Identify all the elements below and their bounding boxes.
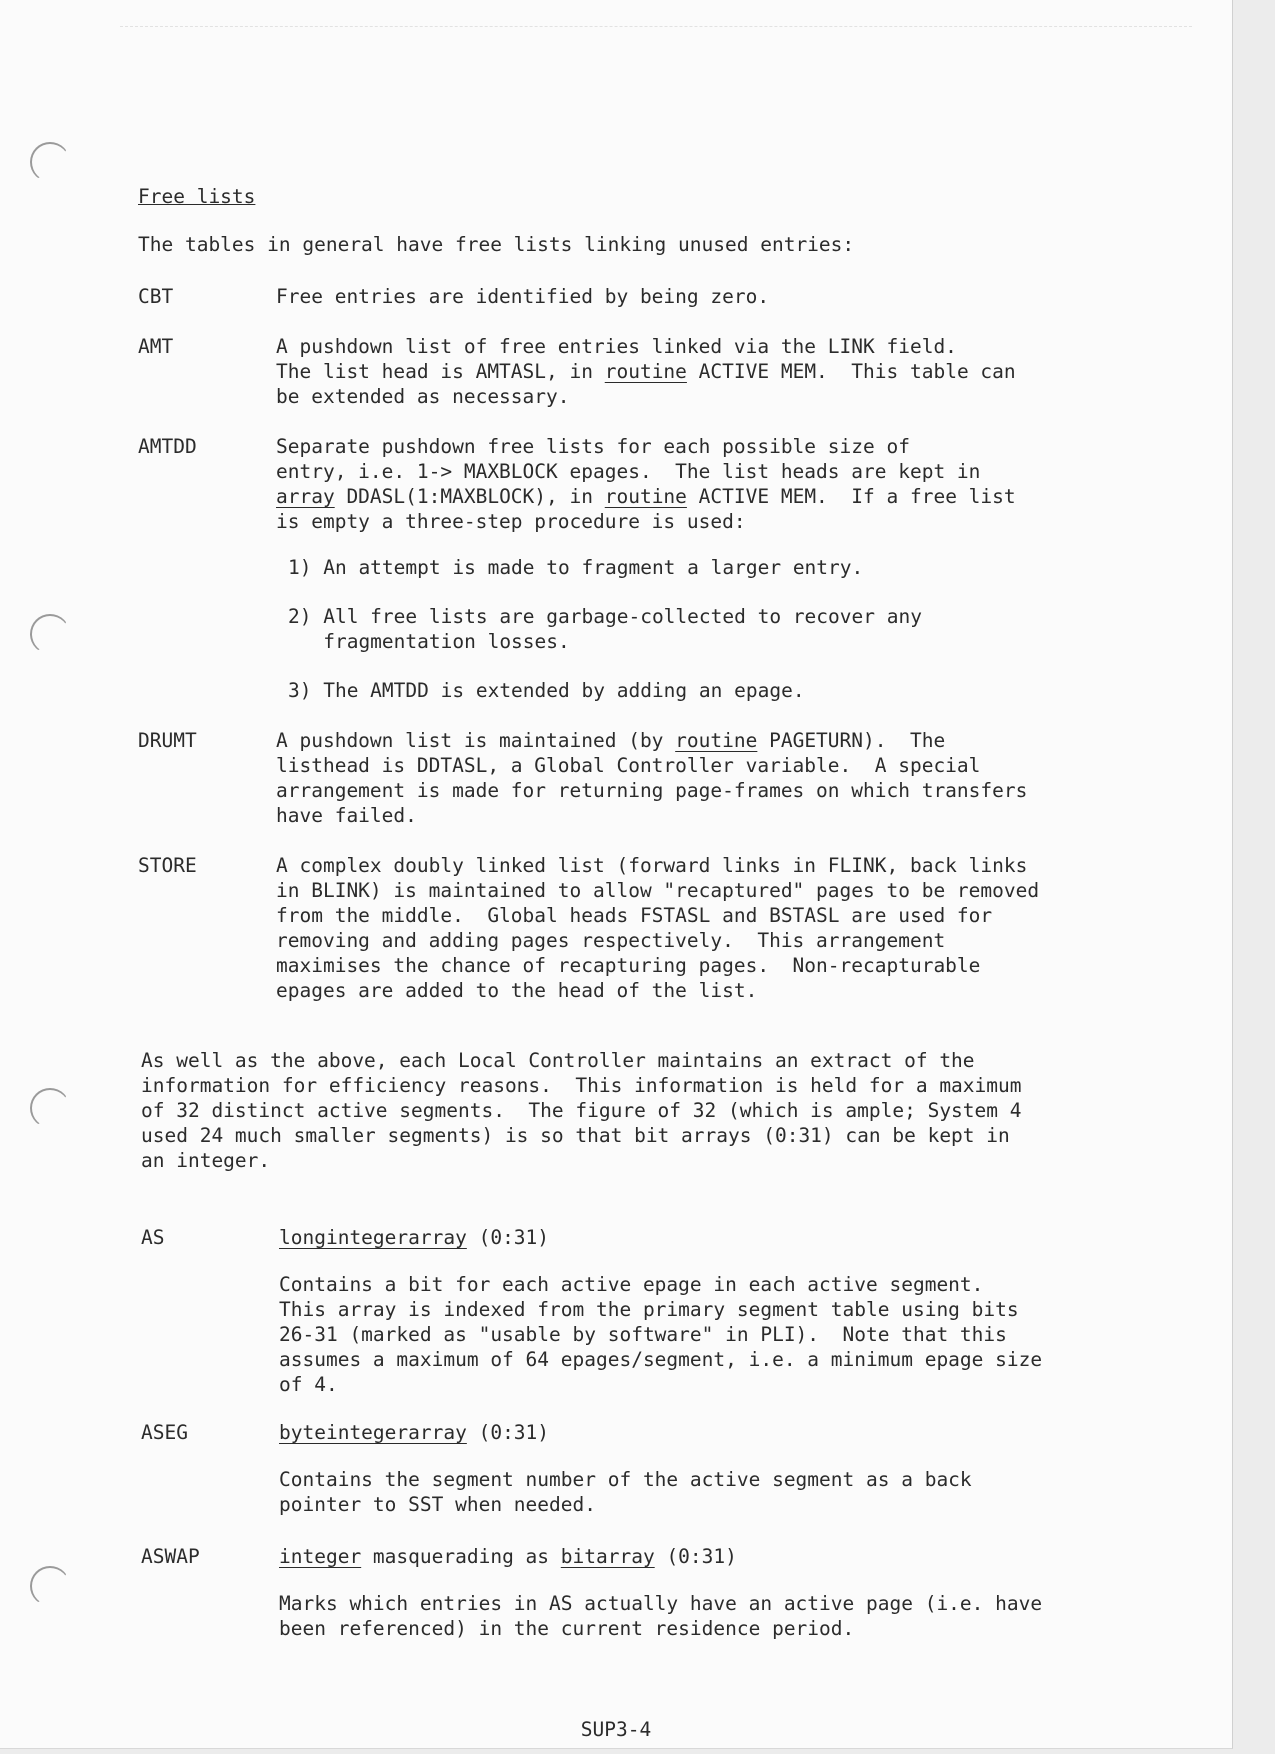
field-type: [279, 1225, 1101, 1250]
keyword-underlined: byteintegerarray: [279, 1421, 467, 1444]
text-run: masquerading as: [361, 1545, 561, 1568]
field-label: ASEG: [141, 1421, 188, 1444]
punch-hole: [30, 142, 70, 182]
text-run: A pushdown list is maintained (by: [276, 729, 676, 752]
paragraph-line: an integer.: [141, 1149, 271, 1172]
desc-line: This array is indexed from the primary segment table using bits: [279, 1298, 1019, 1321]
punch-hole: [30, 1088, 70, 1128]
entry-label: CBT: [138, 285, 174, 308]
keyword-underlined: array: [276, 485, 335, 508]
entry-store: [138, 853, 1098, 1003]
entry-description: [276, 334, 1098, 409]
keyword-underlined: routine: [604, 485, 687, 508]
field-label: ASWAP: [141, 1545, 200, 1568]
text-run: (0:31): [466, 1226, 550, 1249]
entry-label: STORE: [138, 854, 197, 877]
keyword-underlined: routine: [675, 729, 758, 752]
entry-amtdd: [138, 434, 1098, 534]
keyword-underlined: routine: [604, 360, 687, 383]
desc-line: A complex doubly linked list (forward links in FLINK, back links: [276, 854, 1028, 877]
entry-cbt: [138, 284, 1098, 309]
desc-line: maximises the chance of recapturing pages. Non-recapturable: [276, 954, 981, 977]
desc-line: epages are added to the head of the list.: [276, 979, 758, 1002]
keyword-underlined: integer: [279, 1545, 362, 1568]
paragraph-line: of 32 distinct active segments. The figure of 32 (which is ample; System 4: [141, 1099, 1022, 1122]
desc-line: been referenced) in the current residence period.: [279, 1617, 855, 1640]
entry-description: [276, 728, 1098, 828]
punch-hole: [30, 1566, 70, 1606]
desc-line: have failed.: [276, 804, 417, 827]
desc-line: entry, i.e. 1-> MAXBLOCK epages. The list heads are kept in: [276, 460, 981, 483]
desc-line: pointer to SST when needed.: [279, 1493, 596, 1516]
body-paragraph: [141, 1048, 1101, 1173]
desc-line: A pushdown list of free entries linked via the LINK field.: [276, 335, 957, 358]
text-run: ACTIVE MEM. If a free list: [686, 485, 1016, 508]
text-run: The list head is AMTASL, in: [276, 360, 605, 383]
field-type: [279, 1544, 1101, 1569]
step-1: 1) An attempt is made to fragment a larger entry.: [288, 556, 864, 579]
step-2-continued: fragmentation losses.: [288, 630, 570, 653]
entry-description: [276, 434, 1098, 534]
desc-line: [276, 359, 1098, 384]
page-number: SUP3-4: [580, 1718, 652, 1741]
desc-line: 26-31 (marked as "usable by software" in PLI). Note that this: [279, 1323, 1007, 1346]
field-aseg: [141, 1420, 1101, 1517]
desc-line: [276, 728, 1098, 753]
field-description: [279, 1467, 1101, 1517]
desc-line: be extended as necessary.: [276, 385, 570, 408]
intro-text: The tables in general have free lists linking unused entries:: [138, 233, 855, 256]
entry-label: AMTDD: [138, 435, 197, 458]
step-2: 2) All free lists are garbage-collected to recover any: [288, 605, 922, 628]
section-heading: Free lists: [138, 185, 256, 208]
desc-line: arrangement is made for returning page-frames on which transfers: [276, 779, 1028, 802]
desc-line: is empty a three-step procedure is used:: [276, 510, 746, 533]
entry-description: [276, 284, 1098, 309]
desc-line: Free entries are identified by being zero.: [276, 285, 770, 308]
desc-line: in BLINK) is maintained to allow "recaptured" pages to be removed: [276, 879, 1040, 902]
step-3: 3) The AMTDD is extended by adding an epage.: [288, 679, 805, 702]
desc-line: removing and adding pages respectively. This arrangement: [276, 929, 946, 952]
paragraph-line: As well as the above, each Local Controller maintains an extract of the: [141, 1049, 975, 1072]
desc-line: assumes a maximum of 64 epages/segment, i.e. a minimum epage size: [279, 1348, 1043, 1371]
field-description: [279, 1591, 1101, 1641]
desc-line: Marks which entries in AS actually have an active page (i.e. have: [279, 1592, 1043, 1615]
desc-line: Contains the segment number of the active segment as a back: [279, 1468, 972, 1491]
field-label: AS: [141, 1226, 165, 1249]
entry-label: DRUMT: [138, 729, 197, 752]
desc-line: listhead is DDTASL, a Global Controller variable. A special: [276, 754, 981, 777]
paragraph-line: used 24 much smaller segments) is so that bit arrays (0:31) can be kept in: [141, 1124, 1010, 1147]
keyword-underlined: bitarray: [560, 1545, 655, 1568]
entry-label: AMT: [138, 335, 174, 358]
desc-line: [276, 484, 1098, 509]
desc-line: from the middle. Global heads FSTASL and BSTASL are used for: [276, 904, 993, 927]
field-aswap: [141, 1544, 1101, 1641]
entry-drumt: [138, 728, 1098, 828]
field-as: [141, 1225, 1101, 1397]
text-run: (0:31): [654, 1545, 737, 1568]
text-run: (0:31): [466, 1421, 550, 1444]
field-type: [279, 1420, 1101, 1445]
text-run: PAGETURN). The: [757, 729, 946, 752]
text-run: DDASL(1:MAXBLOCK), in: [334, 485, 605, 508]
entry-amt: [138, 334, 1098, 409]
desc-line: Contains a bit for each active epage in each active segment.: [279, 1273, 984, 1296]
desc-line: Separate pushdown free lists for each possible size of: [276, 435, 910, 458]
entry-description: [276, 853, 1098, 1003]
punch-hole: [30, 614, 70, 654]
paragraph-line: information for efficiency reasons. This information is held for a maximum: [141, 1074, 1022, 1097]
text-run: ACTIVE MEM. This table can: [686, 360, 1016, 383]
keyword-underlined: longintegerarray: [279, 1226, 467, 1249]
scan-edge-line: [120, 26, 1192, 27]
desc-line: of 4.: [279, 1373, 338, 1396]
field-description: [279, 1272, 1101, 1397]
